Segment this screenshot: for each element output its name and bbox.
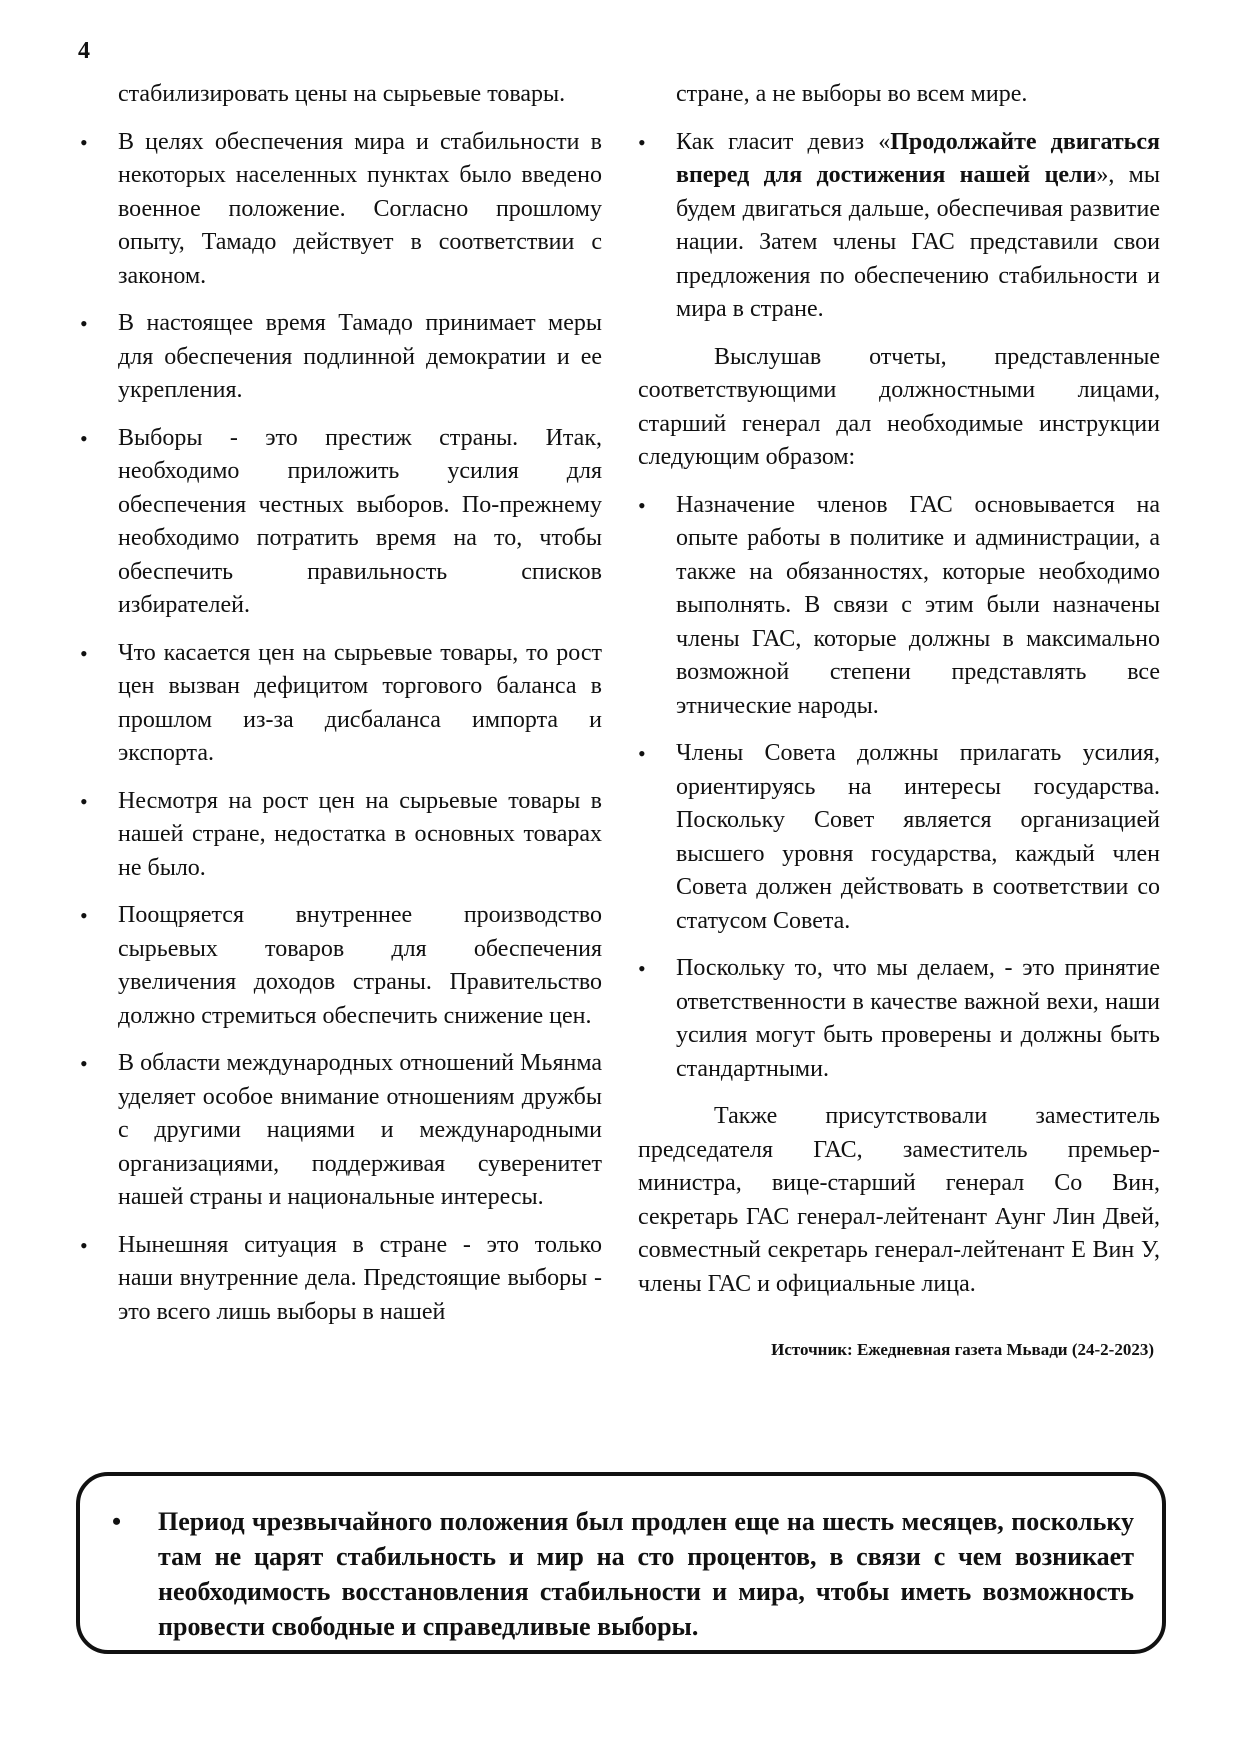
bullet-item: • Нынешняя ситуация в стране - это только наши внутренние дела. Предстоящие выборы - это всего лишь выборы в нашей [80,1229,602,1330]
bullet-item: • Члены Совета должны прилагать усилия, ориентируясь на интересы государства. Поскольку Совет является организацией высшего уровня государства, каждый член Совета должен действовать в соответствии со статусом Совета. [638,737,1160,938]
bullet-item: • Несмотря на рост цен на сырьевые товары в нашей стране, недостатка в основных товарах не было. [80,785,602,886]
motto-trail-text: », мы будем двигаться дальше, обеспечивая развитие нации. Затем члены ГАС представили свои предложения по обеспечению стабильности и мира в стране. [676,162,1160,322]
motto-lead-text: Как гласит девиз « [676,128,891,155]
page-number: 4 [78,38,90,64]
left-column [80,78,602,1343]
source-citation: Источник: Ежедневная газета Мьвади (24-2-2023) [771,1340,1154,1359]
continued-text: стране, а не выборы во всем мире. [676,81,1028,107]
bullet-list [80,126,602,1330]
instructions-paragraph: Выслушав отчеты, представленные соответствующими должностными лицами, старший генерал дал необходимые инструкции следующим образом: [638,343,1160,470]
motto-text: Продолжайте двигаться вперед для достижения нашей цели [676,128,1160,188]
bullet-item: • Поощряется внутреннее производство сырьевых товаров для обеспечения увеличения доходов страны. Правительство должно стремиться обеспечить снижение цен. [80,899,602,1033]
bullet-item: • Что касается цен на сырьевые товары, то рост цен вызван дефицитом торгового баланса в прошлом из-за дисбаланса импорта и экспорта. [80,637,602,771]
motto-bullet-item [638,126,1160,327]
bullet-item: • Назначение членов ГАС основывается на опыте работы в политике и администрации, а также на обязанностях, которые необходимо выполнять. В связи с этим были назначены члены ГАС, которые должны в максимально возможной степени представлять все этнические народы. [638,489,1160,724]
bullet-item: • В настоящее время Тамадо принимает меры для обеспечения подлинной демократии и ее укрепления. [80,307,602,408]
bullet-item: • В целях обеспечения мира и стабильности в некоторых населенных пунктах было введено военное положение. Согласно прошлому опыту, Тамадо действует в соответствии с законом. [80,126,602,294]
continued-text: стабилизировать цены на сырьевые товары. [118,81,566,107]
notice-box [76,1472,1166,1654]
bullet-item: • В области международных отношений Мьянма уделяет особое внимание отношениям дружбы с другими нациями и международными организациями, поддерживая суверенитет нашей страны и национальные интересы. [80,1047,602,1215]
bullet-item: • Выборы - это престиж страны. Итак, необходимо приложить усилия для обеспечения честных выборов. По-прежнему необходимо потратить время на то, чтобы обеспечить правильность списков избирателей. [80,422,602,623]
right-column [638,78,1160,1361]
bullet-item: • Поскольку то, что мы делаем, - это принятие ответственности в качестве важной вехи, наши усилия могут быть проверены и должны быть стандартными. [638,952,1160,1086]
bullet-list [638,126,1160,327]
notice-text: • Период чрезвычайного положения был продлен еще на шесть месяцев, поскольку там не царят стабильность и мир на сто процентов, в связи с чем возникает необходимость восстановления стабильности и мира, чтобы иметь возможность провести свободные и справедливые выборы. [110,1504,1134,1644]
bullet-list [638,489,1160,1087]
attendees-paragraph: Также присутствовали заместитель председателя ГАС, заместитель премьер-министра, вице-старший генерал Со Вин, секретарь ГАС генерал-лейтенант Аунг Лин Двей, совместный секретарь генерал-лейтенант Е Вин У, члены ГАС и официальные лица. [638,1103,1160,1297]
